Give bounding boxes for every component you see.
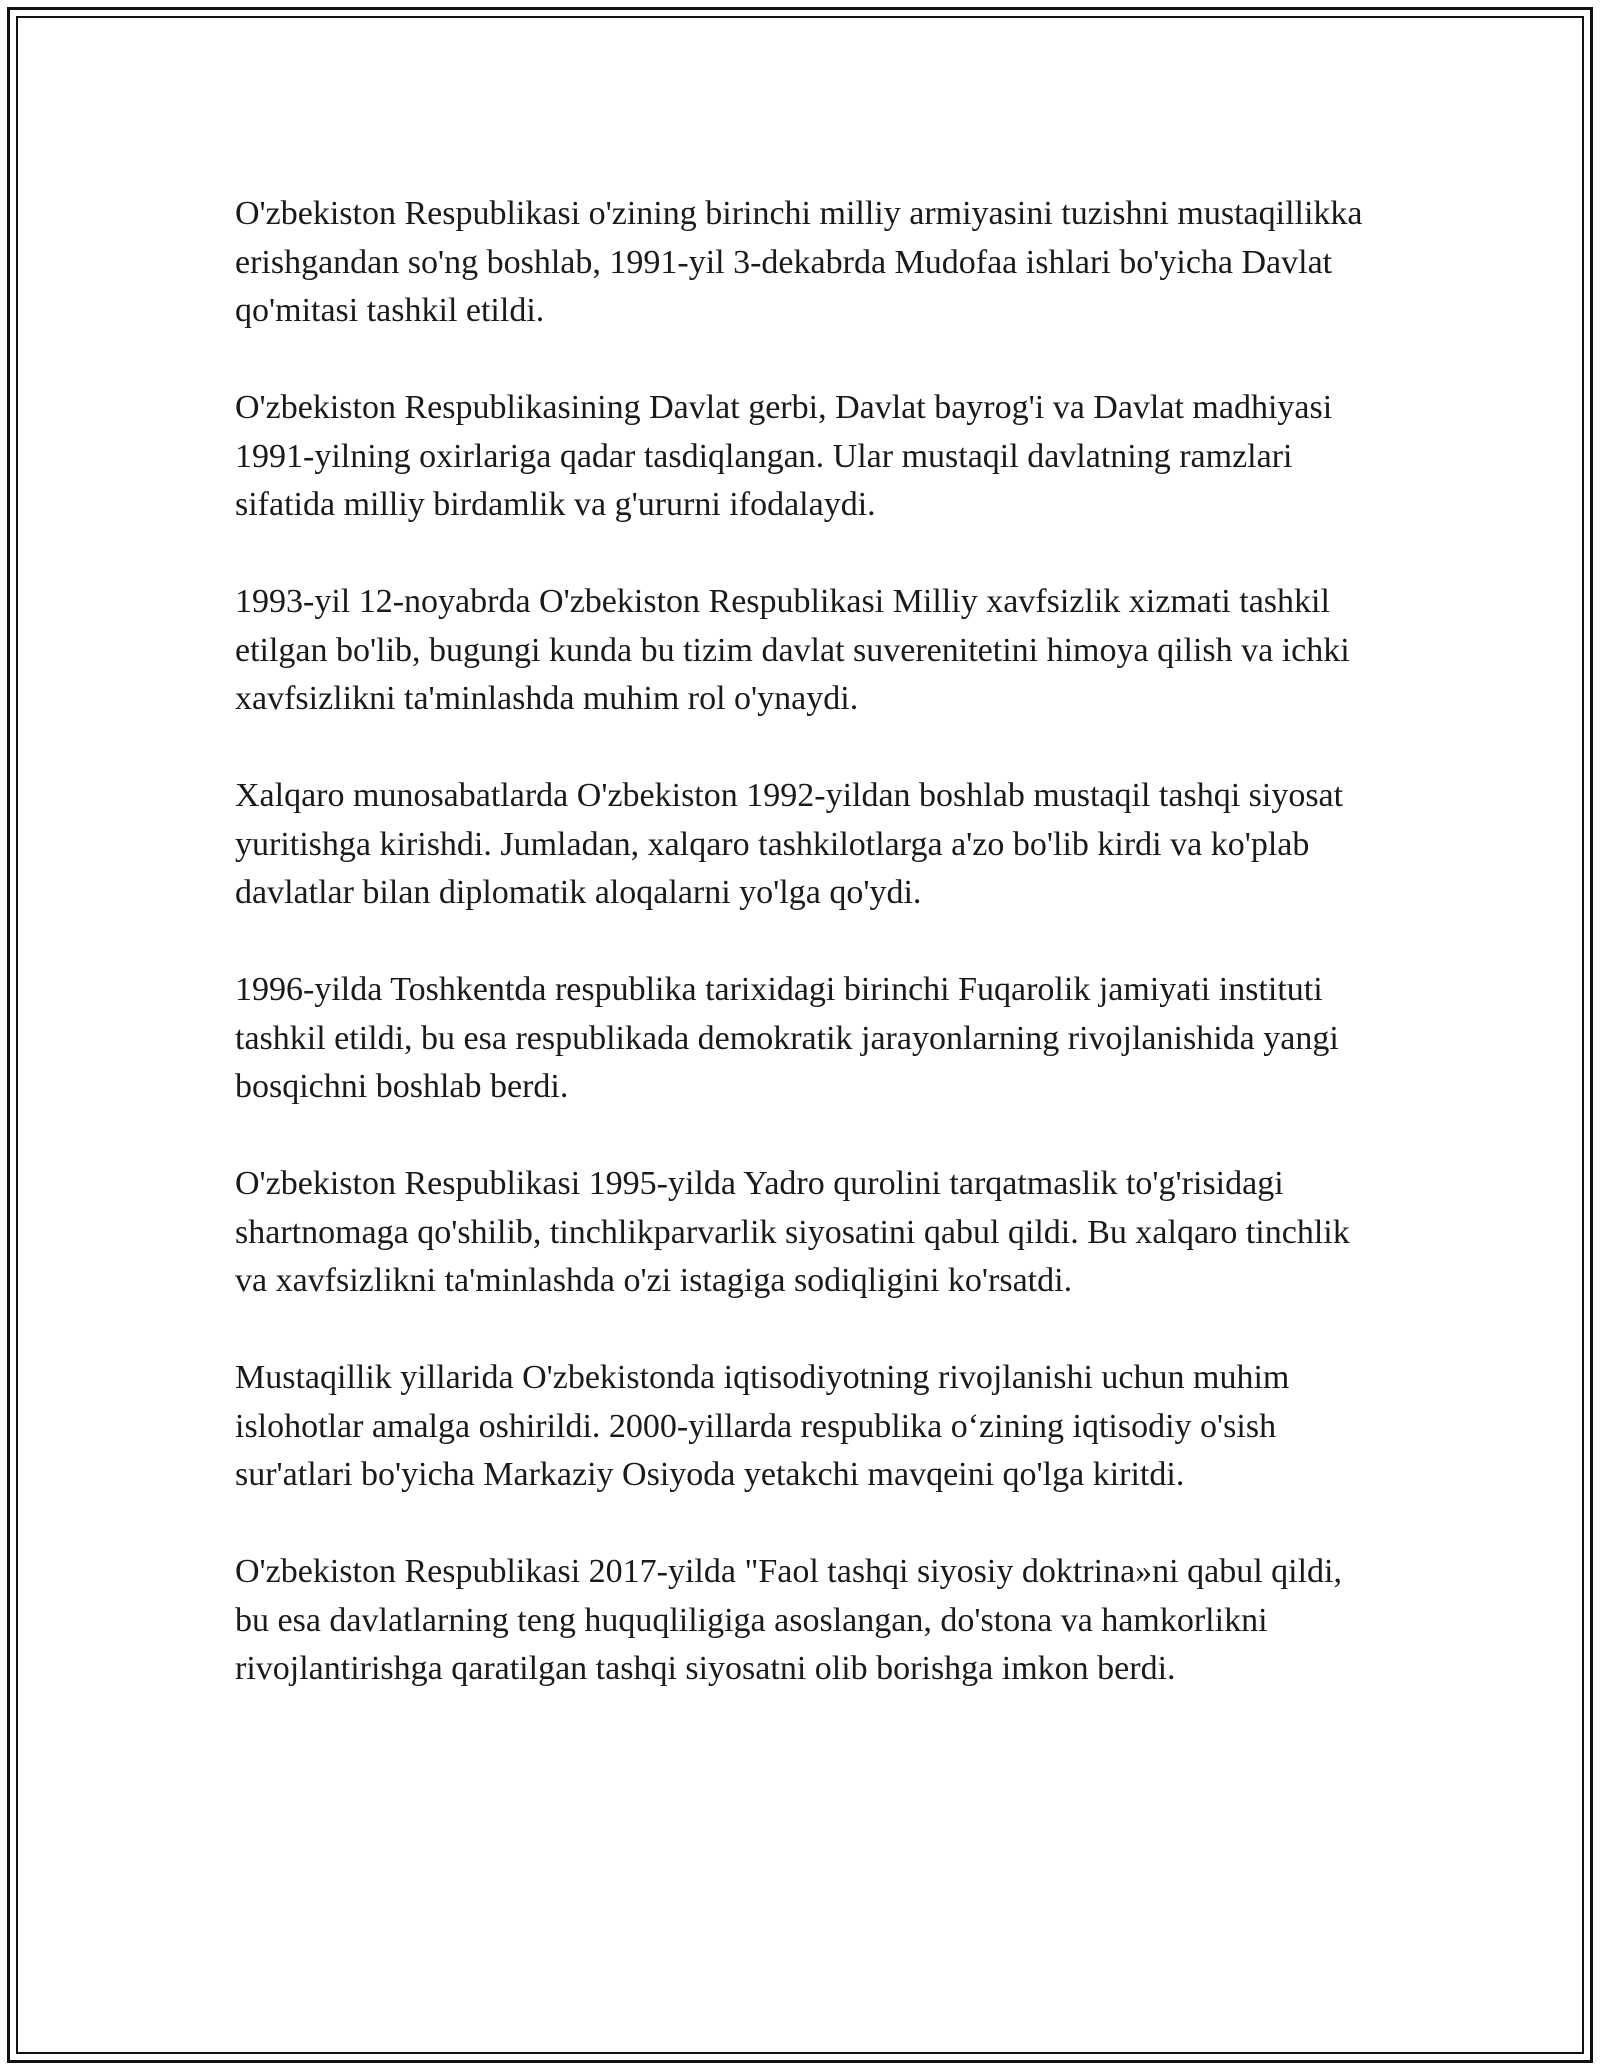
paragraph-economy: Mustaqillik yillarida O'zbekistonda iqtisodiyotning rivojlanishi uchun muhim islohotlar amalga oshirildi. 2000-yillarda respublika o‘zining iqtisodiy o'sish sur'atlari bo'yicha Markaziy Osiyoda yetakchi mavqeini qo'lga kiritdi.	[235, 1359, 1290, 1493]
paragraph-foreign-policy: Xalqaro munosabatlarda O'zbekiston 1992-yildan boshlab mustaqil tashqi siyosat yuritishga kirishdi. Jumladan, xalqaro tashkilotlarga a'zo bo'lib kirdi va ko'plab davlatlar bilan diplomatik aloqalarni yo'lga qo'ydi.	[235, 777, 1344, 911]
paragraph-civil-society: 1996-yilda Toshkentda respublika tarixidagi birinchi Fuqarolik jamiyati instituti tashkil etildi, bu esa respublikada demokratik jarayonlarning rivojlanishida yangi bosqichni boshlab berdi.	[235, 971, 1339, 1105]
paragraph-state-symbols: O'zbekiston Respublikasining Davlat gerbi, Davlat bayrog'i va Davlat madhiyasi 1991-yilning oxirlariga qadar tasdiqlangan. Ular mustaqil davlatning ramzlari sifatida milliy birdamlik va g'ururni ifodalaydi.	[235, 389, 1333, 523]
paragraph-nonproliferation: O'zbekiston Respublikasi 1995-yilda Yadro qurolini tarqatmaslik to'g'risidagi shartnomaga qo'shilib, tinchlikparvarlik siyosatini qabul qildi. Bu xalqaro tinchlik va xavfsizlikni ta'minlashda o'zi istagiga sodiqligini ko'rsatdi.	[235, 1165, 1350, 1299]
document-body	[235, 190, 1375, 1742]
paragraph-doctrine: O'zbekiston Respublikasi 2017-yilda "Faol tashqi siyosiy doktrina»ni qabul qildi, bu esa davlatlarning teng huquqliligiga asoslangan, do'stona va hamkorlikni rivojlantirishga qaratilgan tashqi siyosatni olib borishga imkon berdi.	[235, 1553, 1342, 1687]
paragraph-army: O'zbekiston Respublikasi o'zining birinchi milliy armiyasini tuzishni mustaqillikka erishgandan so'ng boshlab, 1991-yil 3-dekabrda Mudofaa ishlari bo'yicha Davlat qo'mitasi tashkil etildi.	[235, 195, 1363, 329]
paragraph-security-service: 1993-yil 12-noyabrda O'zbekiston Respublikasi Milliy xavfsizlik xizmati tashkil etilgan bo'lib, bugungi kunda bu tizim davlat suverenitetini himoya qilish va ichki xavfsizlikni ta'minlashda muhim rol o'ynaydi.	[235, 583, 1350, 717]
